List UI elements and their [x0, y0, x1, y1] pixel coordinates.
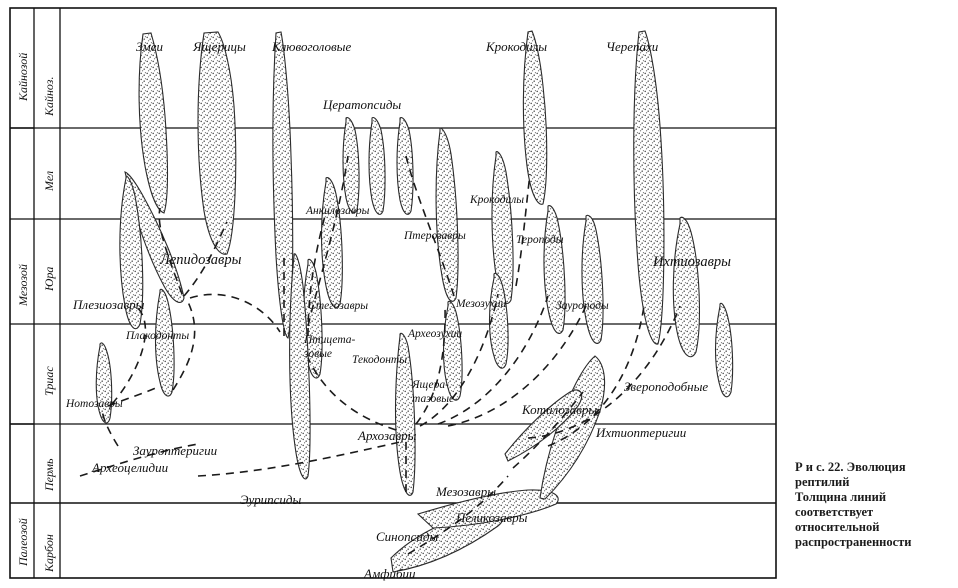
label-zmei: Змеи — [136, 39, 164, 54]
lineage-teropody — [544, 206, 565, 334]
lineage-ankilozavry — [322, 178, 343, 308]
lineage-ihtiozavry — [673, 217, 699, 356]
period-label-carboniferous: Карбон — [42, 534, 56, 572]
caption-line-1: Р и с. 22. Эволюция — [795, 460, 906, 474]
label-plesiozavry: Плезиозавры — [73, 297, 145, 312]
period-label-permian: Пермь — [42, 458, 56, 491]
label-yasheretazovye-line1: Ящера- — [412, 379, 449, 391]
period-label-cenozoic: Кайноз. — [42, 76, 56, 116]
label-pelikozavry: Пеликозавры — [456, 510, 528, 525]
lineage-ceratopsidy-b — [369, 118, 385, 215]
period-label-jurassic: Юра — [42, 266, 56, 291]
lineage-notozavry — [96, 343, 111, 423]
label-kotilozavry: Котилозавры — [522, 402, 598, 417]
period-label-triassic: Триас — [42, 366, 56, 396]
lineage-ceratopsidy-c — [397, 118, 413, 215]
label-arheozuhii: Археозухии — [408, 328, 463, 340]
label-arheoceliidy: Археоцелидии — [92, 460, 169, 475]
label-amfibii: Амфибии — [364, 566, 416, 581]
label-pticetazovye-line2: зовые — [304, 348, 332, 360]
label-pticetazovye-line1: Птицета- — [304, 334, 356, 346]
label-sinopsidy: Синопсиды — [376, 529, 439, 544]
era-label-paleozoic: Палеозой — [16, 518, 30, 566]
era-label-mesozoic: Мезозой — [16, 264, 30, 306]
lineage-klyuvogolovye — [273, 32, 293, 338]
label-cherepahi: Черепахи — [606, 39, 659, 54]
caption-line-5: относительной — [795, 520, 880, 534]
evolution-diagram — [8, 6, 780, 582]
label-ihtiozavry: Ихтиозавры — [653, 254, 731, 270]
lineage-zmei — [139, 33, 167, 213]
label-ankilozavry: Анкилозавры — [306, 205, 370, 217]
label-yasheretazovye-line2: тазовые — [412, 393, 455, 405]
label-klyuvogolovye: Клювоголовые — [272, 39, 352, 54]
period-label-cretaceous: Мел — [42, 170, 56, 191]
label-pterozavry: Птерозавры — [404, 230, 466, 242]
label-teropody: Тероподы — [516, 234, 564, 246]
label-krokodily-mid: Крокодилы — [470, 194, 525, 206]
label-euriapsidy: Эурипсиды — [240, 492, 302, 507]
label-notozavry: Нотозавры — [66, 398, 123, 410]
label-zauropterigii: Зауроптеригии — [133, 443, 218, 458]
label-plakodonty: Плакодонты — [126, 330, 190, 342]
label-arhozavry: Архозавры — [358, 428, 417, 443]
lineage-krokodily-top — [523, 31, 546, 204]
lineage-ceratopsidy-a — [343, 118, 359, 213]
caption-line-6: распространенности — [795, 535, 912, 549]
label-krokodily-top: Крокодилы — [486, 39, 548, 54]
label-ihtiopterigii: Ихтиоптеригии — [596, 425, 687, 440]
caption-line-3: Толщина линий — [795, 490, 887, 504]
lineage-ihtiozavry-b — [716, 303, 733, 396]
label-mezozuhii: Мезозухии — [456, 298, 507, 310]
label-lepidozavry: Лепидозавры — [160, 252, 242, 268]
label-mezozavry: Мезозавры — [436, 484, 496, 499]
lineage-cherepahi — [634, 31, 664, 344]
label-ceratopsidy: Цератопсиды — [323, 97, 402, 112]
label-stegozavry: Стегозавры — [308, 300, 369, 312]
label-yashericy: Ящерицы — [193, 39, 246, 54]
label-zauropody: Зауроподы — [556, 300, 609, 312]
caption-line-2: рептилий — [795, 475, 850, 489]
label-tekodonty: Текодонты — [352, 354, 407, 366]
lineage-plakodonty — [156, 289, 175, 396]
lineage-yashericy — [198, 32, 236, 254]
figure-caption — [795, 460, 955, 550]
era-label-cenozoic: Кайнозой — [16, 52, 30, 101]
label-zveropodobnye: Звероподобные — [624, 379, 709, 394]
diagram-canvas — [8, 6, 780, 582]
caption-line-4: соответствует — [795, 505, 874, 519]
